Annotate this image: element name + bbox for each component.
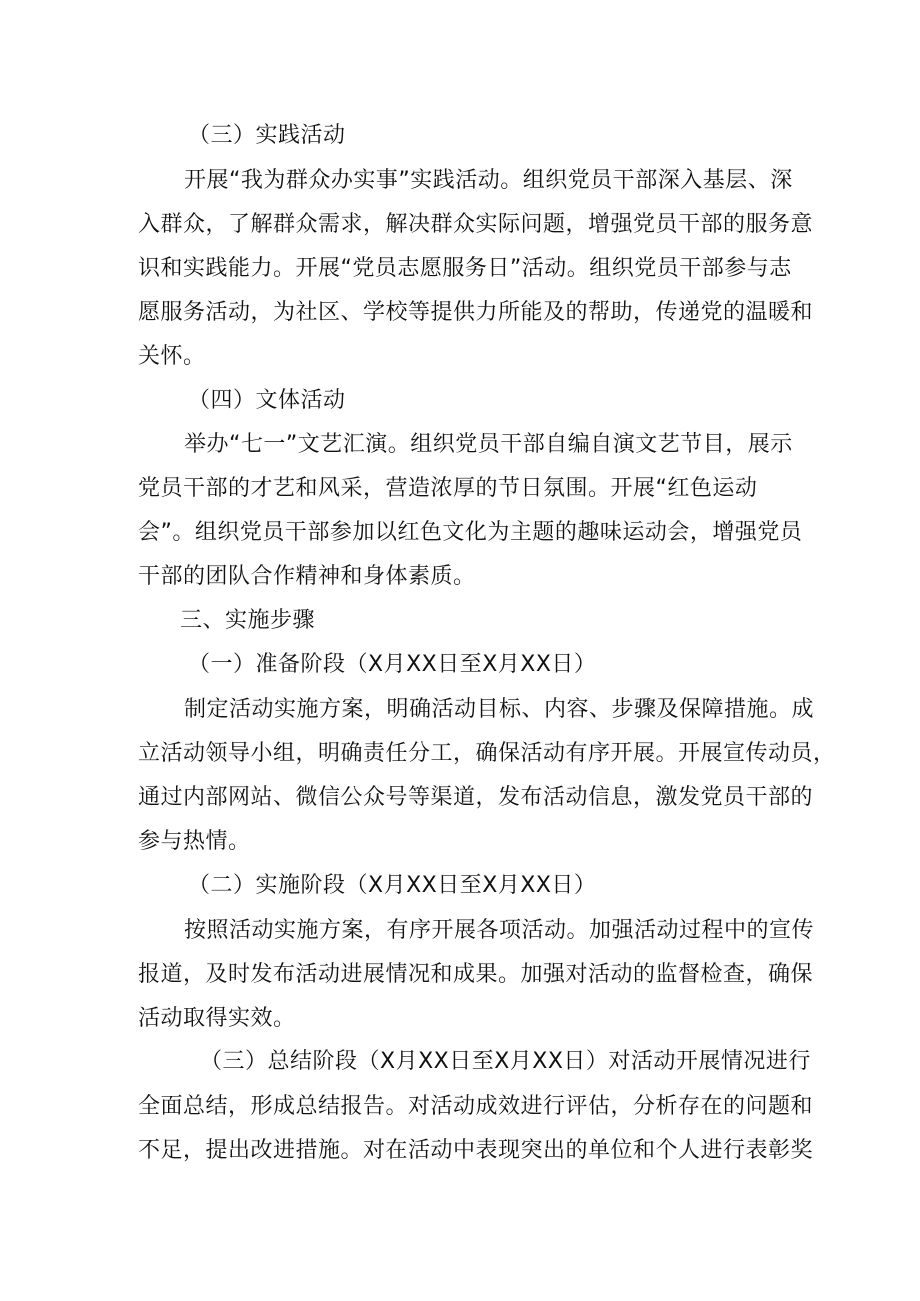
paragraph-line: 立活动领导小组，明确责任分工，确保活动有序开展。开展宣传动员， xyxy=(138,741,836,766)
part-heading-implementation: 三、实施步骤 xyxy=(180,608,316,633)
step-heading-summary: （三）总结阶段（X月XX日至X月XX日）对活动开展情况进行 xyxy=(200,1049,811,1074)
paragraph-line: 干部的团队合作精神和身体素质。 xyxy=(138,564,476,589)
step-heading-implementation: （二）实施阶段（X月XX日至X月XX日） xyxy=(188,873,597,898)
paragraph-line: 开展“我为群众办实事”实践活动。组织党员干部深入基层、深 xyxy=(184,168,793,193)
paragraph-line: 关怀。 xyxy=(138,344,206,369)
paragraph-line: 举办“七一”文艺汇演。组织党员干部自编自演文艺节目，展示 xyxy=(184,432,793,457)
paragraph-line: 按照活动实施方案，有序开展各项活动。加强活动过程中的宣传 xyxy=(184,918,815,943)
paragraph-line: 入群众，了解群众需求，解决群众实际问题，增强党员干部的服务意 xyxy=(138,212,814,237)
paragraph-line: 不足，提出改进措施。对在活动中表现突出的单位和个人进行表彰奖 xyxy=(138,1138,814,1163)
paragraph-line: 参与热情。 xyxy=(138,829,251,854)
paragraph-line: 识和实践能力。开展“党员志愿服务日”活动。组织党员干部参与志 xyxy=(138,256,792,281)
paragraph-line: 通过内部网站、微信公众号等渠道，发布活动信息，激发党员干部的 xyxy=(138,785,814,810)
paragraph-line: 会”。组织党员干部参加以红色文化为主题的趣味运动会，增强党员 xyxy=(138,520,803,545)
step-heading-preparation: （一）准备阶段（X月XX日至X月XX日） xyxy=(188,652,597,677)
paragraph-line: 党员干部的才艺和风采，营造浓厚的节日氛围。开展“红色运动 xyxy=(138,476,758,501)
section-heading-culture-sports: （四）文体活动 xyxy=(188,388,346,413)
section-heading-practice: （三）实践活动 xyxy=(188,123,346,148)
paragraph-line: 愿服务活动，为社区、学校等提供力所能及的帮助，传递党的温暖和 xyxy=(138,300,814,325)
paragraph-line: 全面总结，形成总结报告。对活动成效进行评估，分析存在的问题和 xyxy=(138,1094,814,1119)
paragraph-line: 报道，及时发布活动进展情况和成果。加强对活动的监督检查，确保 xyxy=(138,962,814,987)
paragraph-line: 活动取得实效。 xyxy=(138,1006,296,1031)
paragraph-line: 制定活动实施方案，明确活动目标、内容、步骤及保障措施。成 xyxy=(184,697,815,722)
